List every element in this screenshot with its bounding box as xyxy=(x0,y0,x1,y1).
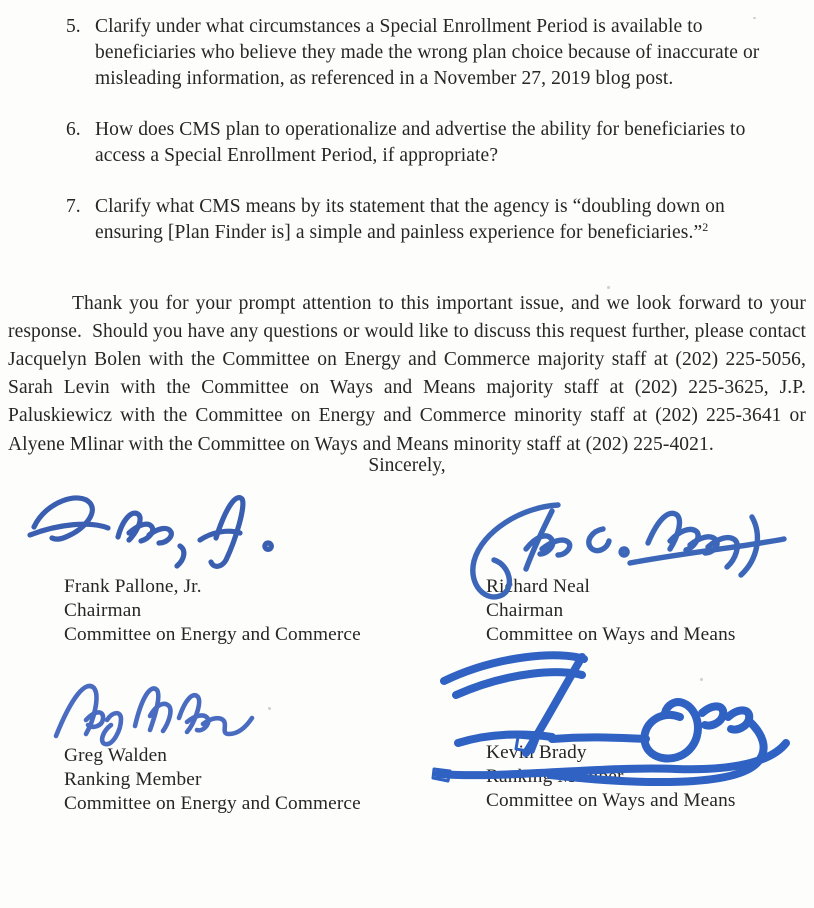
signature-greg-walden-ink xyxy=(50,672,266,750)
valediction: Sincerely, xyxy=(368,455,446,476)
signatory-title: Chairman xyxy=(486,600,564,622)
list-item-body: How does CMS plan to operationalize and advertise the ability for beneficiaries to access a Special Enrollment Period, if appropriate? xyxy=(95,119,746,166)
signature-block-greg-walden xyxy=(64,744,424,817)
signatory-title: Ranking Member xyxy=(486,766,624,788)
signatory-name: Kevin Brady xyxy=(486,742,587,763)
footnote-marker: 2 xyxy=(702,220,709,234)
list-item xyxy=(0,14,814,92)
list-item xyxy=(0,194,814,246)
scan-speck xyxy=(700,678,703,681)
question-list xyxy=(0,14,814,246)
signature-block-kevin-brady xyxy=(486,741,814,814)
list-item-number: 5. xyxy=(66,16,81,37)
signatory-committee: Committee on Ways and Means xyxy=(486,790,736,812)
list-item-body: Clarify under what circumstances a Special Enrollment Period is available to beneficiaries who believe they made the wrong plan choice because of inaccurate or misleading information, as referenced in a November 27, 2019 blog post. xyxy=(95,16,760,89)
list-item-number: 7. xyxy=(66,196,81,217)
signatory-name: Frank Pallone, Jr. xyxy=(64,576,202,597)
signature-block-richard-neal xyxy=(486,575,814,648)
signatory-title: Ranking Member xyxy=(64,769,202,791)
signature-frank-pallone-ink xyxy=(28,483,332,573)
list-item-text xyxy=(95,194,763,246)
signature-block-frank-pallone xyxy=(64,575,424,648)
closing-paragraph: Thank you for your prompt attention to this important issue, and we look forward to your response. Should you have any questions or would like to discuss this request further, please contact Jacquelyn Bolen with the Committee on Energy and Commerce majority staff at (202) 225-5056, Sarah Levin with the Committee on Ways and Means majority staff at (202) 225-3625, J.P. Paluskiewicz with the Committee on Energy and Commerce minority staff at (202) 225-3641 or Alyene Mlinar with the Committee on Ways and Means minority staff at (202) 225-4021. xyxy=(8,292,811,455)
signatory-name: Greg Walden xyxy=(64,745,168,766)
scan-speck xyxy=(753,17,756,19)
signatory-committee: Committee on Energy and Commerce xyxy=(64,624,361,646)
list-item-body: Clarify what CMS means by its statement that the agency is “doubling down on ensuring [Plan Finder is] a simple and painless experience for beneficiaries.” xyxy=(95,196,725,243)
list-item-number: 6. xyxy=(66,119,81,140)
signatory-committee: Committee on Ways and Means xyxy=(486,624,736,646)
signatory-title: Chairman xyxy=(64,600,142,622)
list-item-text xyxy=(95,117,763,169)
scan-speck xyxy=(268,707,271,710)
list-item xyxy=(0,117,814,169)
scan-speck xyxy=(607,286,610,289)
signatory-committee: Committee on Energy and Commerce xyxy=(64,793,361,815)
signatory-name: Richard Neal xyxy=(486,576,591,597)
list-item-text xyxy=(95,14,763,92)
